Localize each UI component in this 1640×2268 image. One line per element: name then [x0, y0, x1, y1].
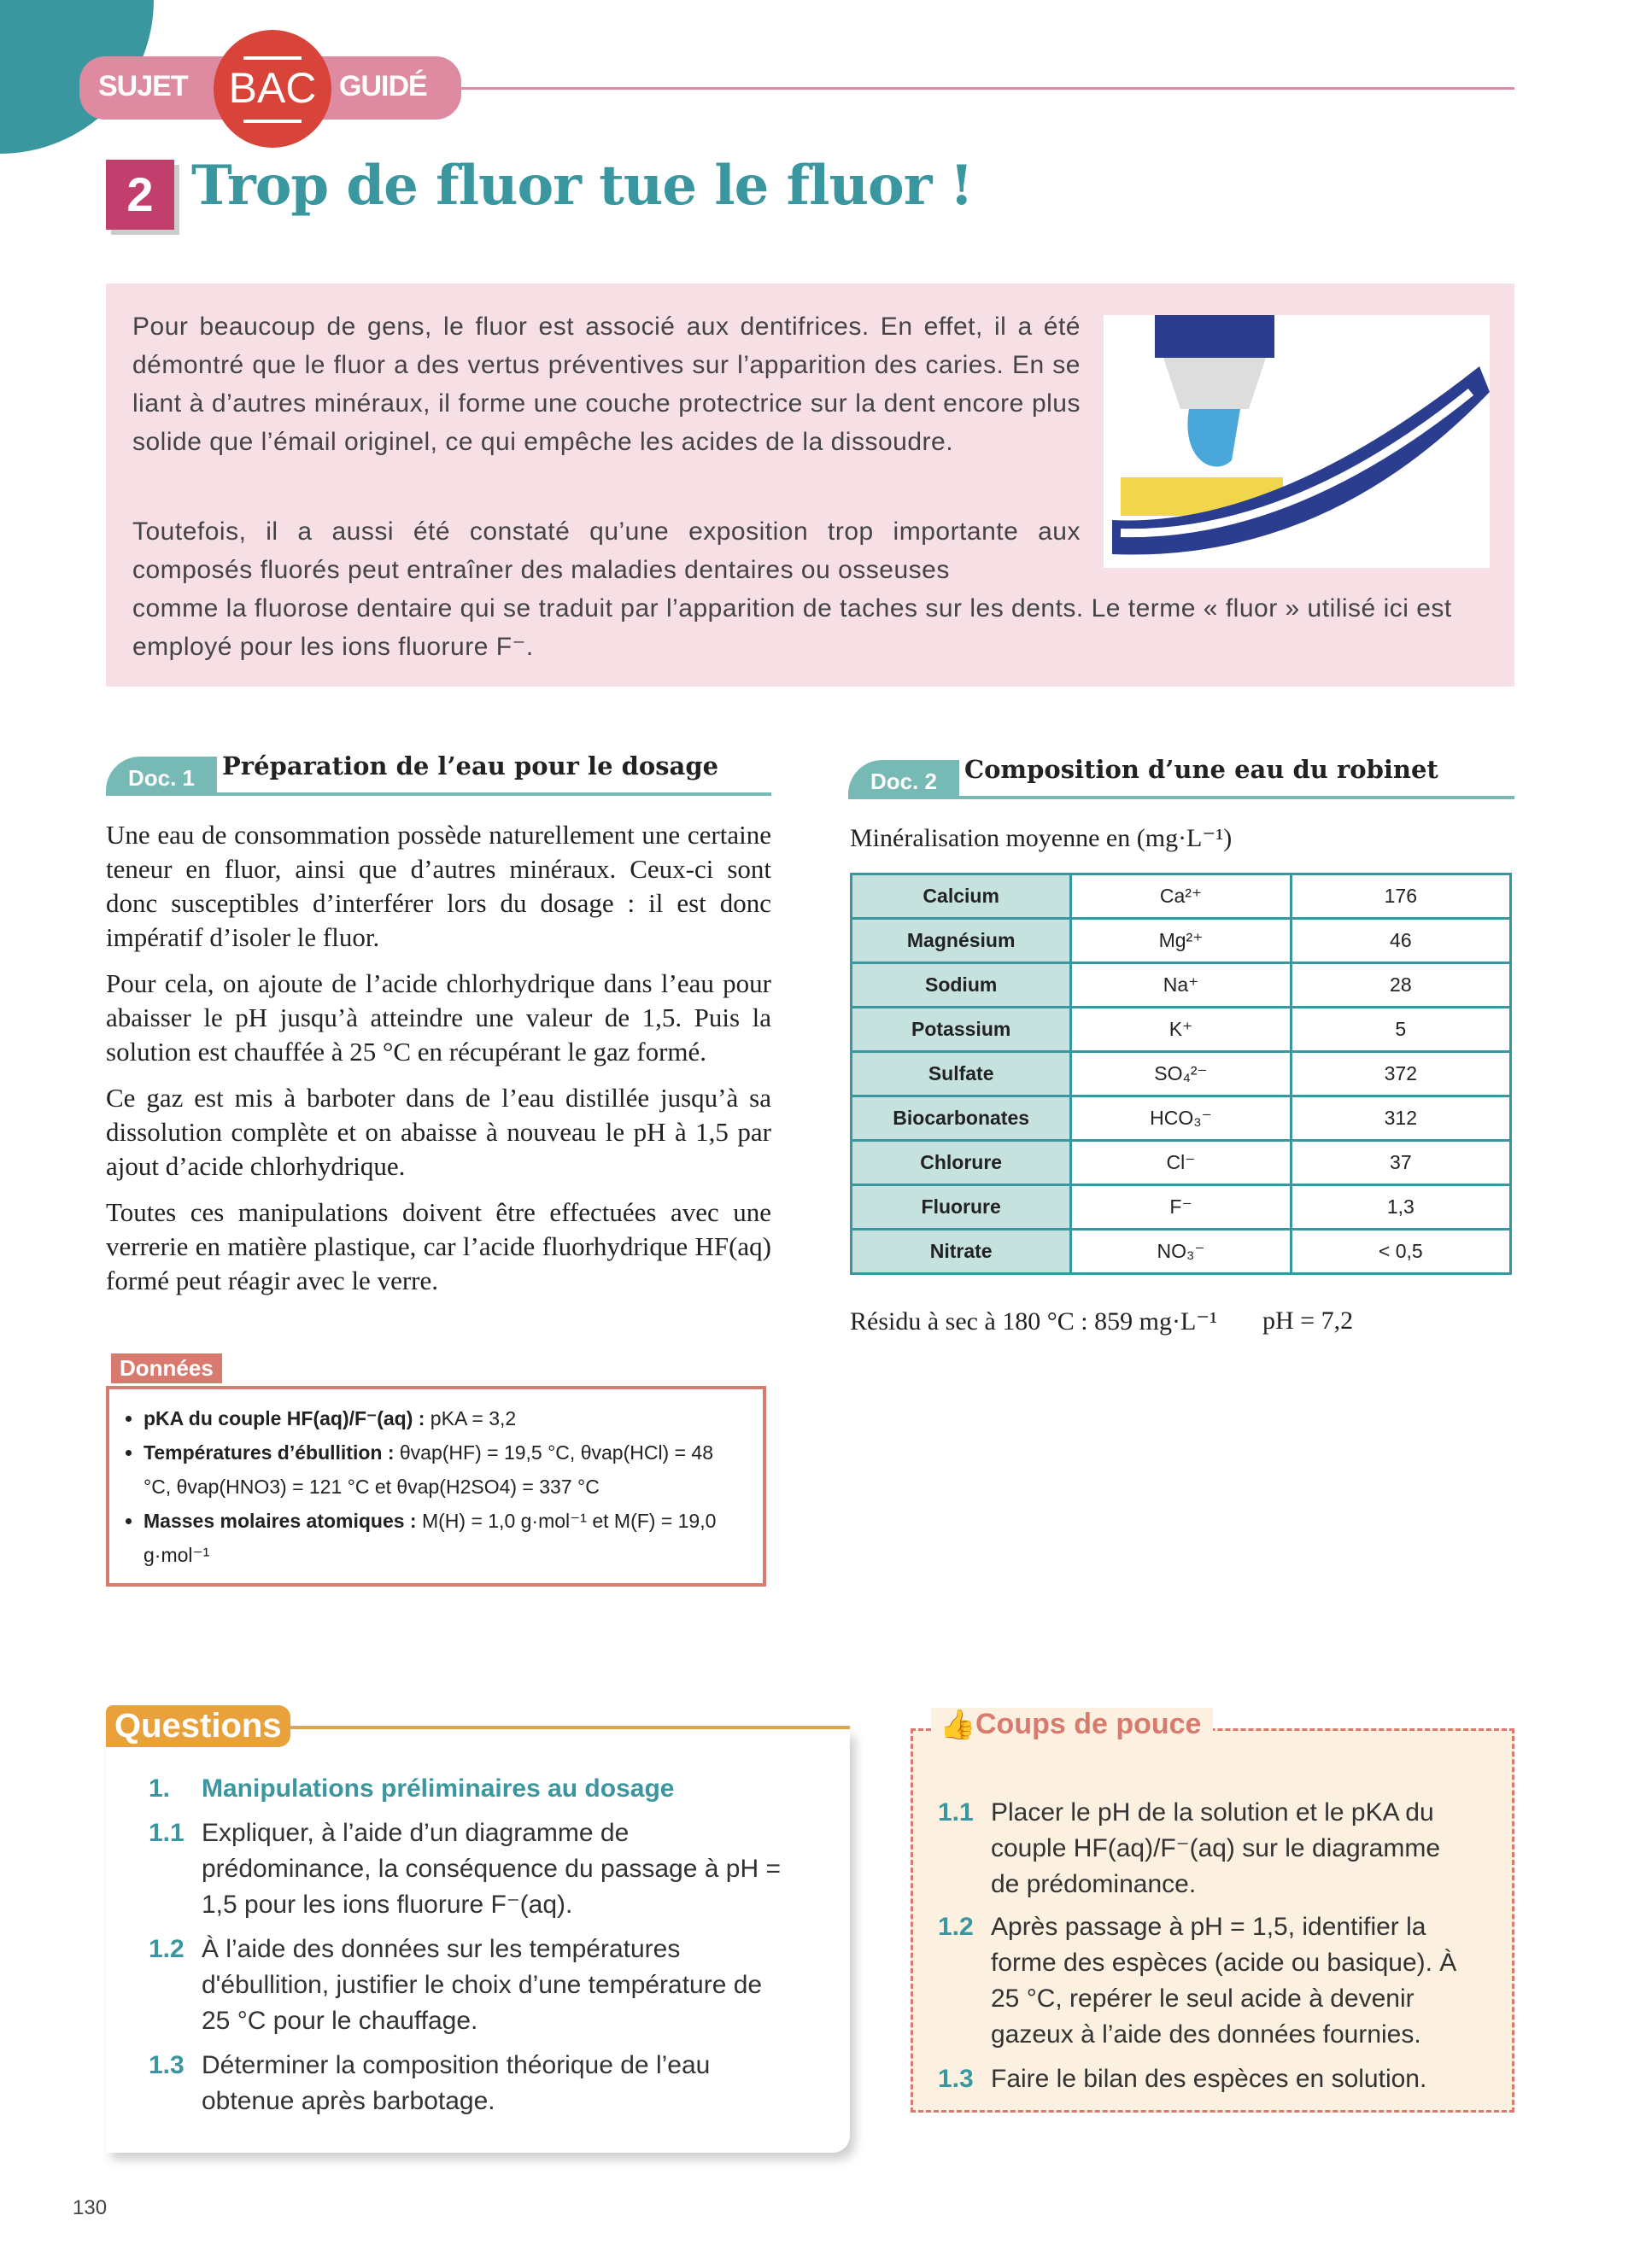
header-rule	[461, 87, 1514, 90]
doc1-tag: Doc. 1	[106, 757, 217, 796]
intro-p2b: comme la fluorose dentaire qui se traduit par l’apparition de taches sur les dents. Le terme « fluor » utilisé ici est employé pour les ions fluorure F⁻.	[132, 594, 1452, 661]
hint-item: 1.1 Placer le pH de la solution et le pKA du couple HF(aq)/F⁻(aq) sur le diagramme de prédominance.	[938, 1798, 1441, 1898]
donnee-item: • Masses molaires atomiques : M(H) = 1,0 g·mol⁻¹ et M(F) = 19,0 g·mol⁻¹	[144, 1504, 746, 1572]
cell-ion: NO₃⁻	[1071, 1230, 1291, 1274]
cell-name: Nitrate	[852, 1230, 1071, 1274]
table-row	[852, 1008, 1511, 1052]
doc1-body	[106, 818, 771, 1310]
doc1-paragraph: Pour cela, on ajoute de l’acide chlorhydrique dans l’eau pour abaisser le pH jusqu’à atteindre une valeur de 1,5. Puis la solution est chauffée à 25 °C en récupérant le gaz formé.	[106, 968, 771, 1067]
cell-ion: Na⁺	[1071, 963, 1291, 1008]
exercise-title: Trop de fluor tue le fluor !	[191, 154, 973, 218]
cell-value: 28	[1291, 963, 1510, 1008]
table-row	[852, 1096, 1511, 1141]
cell-value: 46	[1291, 919, 1510, 963]
cell-name: Chlorure	[852, 1141, 1071, 1185]
donnee-item: • pKA du couple HF(aq)/F⁻(aq) : pKA = 3,2	[144, 1401, 746, 1435]
doc1-header	[106, 751, 771, 796]
question-item: 1.2 À l’aide des données sur les températures d'ébullition, justifier le choix d’une température de 25 °C pour le chauffage.	[149, 1935, 763, 2035]
question-item: 1.1 Expliquer, à l’aide d’un diagramme de prédominance, la conséquence du passage à pH = 1,5 pour les ions fluorure F⁻(aq).	[149, 1819, 781, 1919]
exercise-number: 2	[106, 160, 174, 230]
donnees-box	[106, 1386, 766, 1587]
donnee-item: • Températures d’ébullition : θvap(HF) = 19,5 °C, θvap(HCl) = 48 °C, θvap(HNO3) = 121 °C et θvap(H2SO4) = 337 °C	[144, 1435, 746, 1504]
thumbs-up-icon: 👍	[940, 1709, 976, 1741]
cell-name: Sulfate	[852, 1052, 1071, 1096]
doc2-header	[848, 755, 1514, 799]
intro-p1: Pour beaucoup de gens, le fluor est associé aux dentifrices. En effet, il a été démontré que le fluor a des vertus préventives sur l’apparition des caries. En se liant à d’autres minéraux, il forme une couche protectrice sur la dent encore plus solide que l’émail originel, ce qui empêche les acides de la dissoudre.	[132, 313, 1081, 456]
doc2-title: Composition d’une eau du robinet	[964, 755, 1438, 784]
doc1-paragraph: Ce gaz est mis à barboter dans de l’eau distillée jusqu’à sa dissolution complète et on abaisse à nouveau le pH à 1,5 par ajout d’acide chlorhydrique.	[106, 1083, 771, 1181]
cell-ion: HCO₃⁻	[1071, 1096, 1291, 1141]
doc1-paragraph: Une eau de consommation possède naturellement une certaine teneur en fluor, ainsi que d’autres minéraux. Ceux-ci sont donc susceptibles d’interférer lors du dosage : il est donc impératif d’isoler le fluor.	[106, 820, 771, 952]
table-row	[852, 1052, 1511, 1096]
cell-ion: K⁺	[1071, 1008, 1291, 1052]
coups-de-pouce-title: Coups de pouce	[975, 1708, 1202, 1740]
cell-value: 372	[1291, 1052, 1510, 1096]
doc2-tag: Doc. 2	[848, 760, 959, 799]
question-heading: 1. Manipulations préliminaires au dosage	[149, 1774, 675, 1803]
cell-value: 1,3	[1291, 1185, 1510, 1230]
cell-value: 176	[1291, 874, 1510, 919]
cell-name: Fluorure	[852, 1185, 1071, 1230]
residu-sec: Résidu à sec à 180 °C : 859 mg·L⁻¹	[850, 1307, 1218, 1336]
cell-name: Calcium	[852, 874, 1071, 919]
cell-value: 5	[1291, 1008, 1510, 1052]
bac-label: BAC	[228, 64, 317, 112]
cell-name: Sodium	[852, 963, 1071, 1008]
cell-name: Potassium	[852, 1008, 1071, 1052]
coups-de-pouce-tag	[931, 1708, 1213, 1741]
donnees-tag: Données	[111, 1353, 222, 1383]
cell-ion: F⁻	[1071, 1185, 1291, 1230]
cell-value: < 0,5	[1291, 1230, 1510, 1274]
page-number: 130	[73, 2196, 108, 2219]
table-row	[852, 963, 1511, 1008]
ph-value: pH = 7,2	[1262, 1306, 1354, 1335]
cell-name: Magnésium	[852, 919, 1071, 963]
table-row	[852, 1141, 1511, 1185]
cell-ion: Ca²⁺	[1071, 874, 1291, 919]
question-item: 1.3 Déterminer la composition théorique de l’eau obtenue après barbotage.	[149, 2051, 711, 2115]
intro-p2a: Toutefois, il a aussi été constaté qu’une exposition trop importante aux composés fluorés peut entraîner des maladies dentaires ou osseuses	[132, 517, 1081, 584]
banner-left: SUJET	[98, 70, 188, 102]
hint-item: 1.3 Faire le bilan des espèces en solution.	[938, 2065, 1427, 2093]
cell-ion: Cl⁻	[1071, 1141, 1291, 1185]
cell-ion: Mg²⁺	[1071, 919, 1291, 963]
hint-item: 1.2 Après passage à pH = 1,5, identifier la forme des espèces (acide ou basique). À 25 °C, repérer le seul acide à devenir gazeux à l’aide des données fournies.	[938, 1913, 1457, 2049]
cell-ion: SO₄²⁻	[1071, 1052, 1291, 1096]
table-row	[852, 874, 1511, 919]
bac-seal	[218, 34, 327, 143]
cell-value: 37	[1291, 1141, 1510, 1185]
table-row	[852, 919, 1511, 963]
composition-table	[850, 873, 1512, 1275]
table-row	[852, 1185, 1511, 1230]
cell-value: 312	[1291, 1096, 1510, 1141]
cell-name: Biocarbonates	[852, 1096, 1071, 1141]
table-row	[852, 1230, 1511, 1274]
doc2-subtitle: Minéralisation moyenne en (mg·L⁻¹)	[850, 824, 1233, 852]
toothbrush-image	[1104, 315, 1490, 568]
doc1-paragraph: Toutes ces manipulations doivent être effectuées avec une verrerie en matière plastique, car l’acide fluorhydrique HF(aq) formé peut réagir avec le verre.	[106, 1197, 771, 1295]
doc1-title: Préparation de l’eau pour le dosage	[222, 751, 719, 780]
questions-tag: Questions	[106, 1705, 290, 1747]
banner-right: GUIDÉ	[339, 70, 427, 102]
